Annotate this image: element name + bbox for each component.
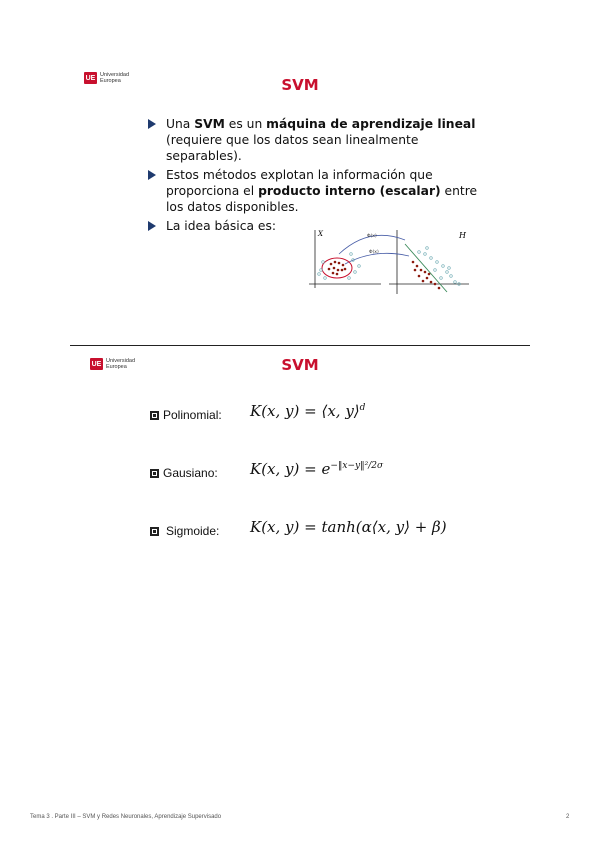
map-label-mid: Φ(x) (369, 250, 379, 255)
left-axis-label: X (318, 230, 323, 238)
bullet-text: máquina de aprendizaje lineal (266, 117, 476, 131)
logo-mark: UE (84, 72, 97, 84)
left-light-points (318, 253, 361, 280)
data-point (422, 280, 425, 283)
bullet-text: producto interno (escalar) (258, 184, 441, 198)
data-point (412, 261, 415, 264)
square-bullet-icon (150, 411, 159, 420)
data-point (446, 271, 449, 274)
data-point (330, 263, 333, 266)
data-point (420, 269, 423, 272)
data-point (416, 265, 419, 268)
map-label-top: Φ(x) (367, 234, 377, 239)
data-point (418, 251, 421, 254)
data-point (434, 269, 437, 272)
data-point (333, 267, 336, 270)
square-bullet-icon (150, 469, 159, 478)
bullet-text: entre los datos disponibles. (166, 184, 478, 214)
data-point (358, 265, 361, 268)
data-point (438, 287, 441, 290)
data-point (332, 272, 335, 275)
footer-text: Tema 3 . Parte III – SVM y Redes Neuronales, Aprendizaje Supervisado (30, 814, 222, 820)
bullet-list (148, 116, 478, 237)
data-point (454, 281, 457, 284)
data-point (344, 268, 347, 271)
bullet-item (148, 167, 478, 215)
bullet-item (148, 116, 478, 164)
square-bullet-icon (150, 527, 159, 536)
data-point (342, 264, 345, 267)
data-point (354, 271, 357, 274)
data-point (322, 261, 325, 264)
kernel-label: Gausiano: (163, 466, 218, 480)
formula-sup: −‖x−y‖²/2σ (330, 461, 384, 471)
data-point (338, 262, 341, 265)
data-point (426, 247, 429, 250)
svm-mapping-diagram (309, 226, 471, 298)
formula-sup: d (359, 403, 366, 413)
data-point (440, 277, 443, 280)
data-point (434, 283, 437, 286)
data-point (348, 277, 351, 280)
kernel-label: Sigmoide: (166, 524, 220, 538)
slide-2 (70, 345, 530, 566)
kernel-label: Polinomial: (163, 408, 222, 422)
bullet-text: SVM (194, 117, 225, 131)
logo-mark-2: UE (90, 358, 103, 370)
kernel-row-polinomial (150, 408, 222, 422)
data-point (428, 273, 431, 276)
formula-main: K(x, y) = e (250, 460, 331, 478)
data-point (350, 253, 353, 256)
triangle-bullet-icon (148, 119, 156, 129)
bullet-text: es un (224, 117, 267, 131)
data-point (430, 257, 433, 260)
kernel-row-sigmoide (150, 524, 219, 538)
data-point (418, 275, 421, 278)
data-point (424, 253, 427, 256)
gausiano-formula (250, 460, 383, 478)
right-axis-label: H (459, 231, 466, 240)
kernel-row-gausiano (150, 466, 218, 480)
bullet-text: (requiere que los datos sean linealmente separables). (166, 133, 419, 163)
logo-line-2: Europea (100, 78, 121, 84)
data-point (341, 269, 344, 272)
data-point (430, 281, 433, 284)
data-point (334, 261, 337, 264)
left-dark-points (328, 261, 347, 276)
polinomial-formula (250, 402, 365, 420)
data-point (324, 277, 327, 280)
data-point (328, 268, 331, 271)
sigmoide-formula (250, 518, 447, 536)
data-point (336, 273, 339, 276)
data-point (424, 271, 427, 274)
data-point (426, 277, 429, 280)
slide-1-title: SVM (281, 76, 319, 94)
bullet-text: La idea básica es: (166, 219, 277, 233)
separating-hyperplane (405, 244, 447, 292)
slide-2-title: SVM (281, 356, 319, 374)
data-point (442, 265, 445, 268)
data-point (436, 261, 439, 264)
logo-line-2-2: Europea (106, 364, 127, 370)
triangle-bullet-icon (148, 221, 156, 231)
data-point (318, 273, 321, 276)
formula-main: K(x, y) = ⟨x, y⟩ (250, 402, 360, 420)
page-number: 2 (566, 814, 570, 820)
logo-line-1-2: Universidad (106, 358, 136, 364)
right-dark-points (412, 261, 441, 290)
slide-1 (70, 60, 530, 340)
formula-main: K(x, y) = tanh(α⟨x, y⟩ + β) (250, 518, 447, 536)
logo-line-1: Universidad (100, 72, 130, 78)
data-point (414, 269, 417, 272)
data-point (450, 275, 453, 278)
data-point (337, 269, 340, 272)
data-point (448, 267, 451, 270)
bullet-text: Una (166, 117, 195, 131)
triangle-bullet-icon (148, 170, 156, 180)
bullet-text: Estos métodos explotan la información que proporciona el (166, 168, 433, 198)
